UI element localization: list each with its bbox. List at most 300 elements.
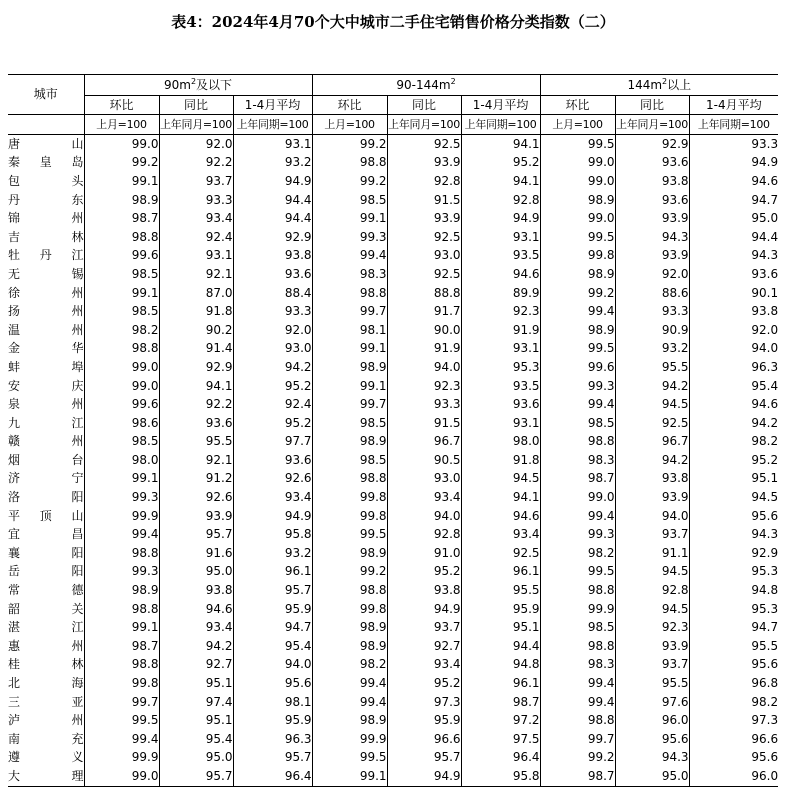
- index-value: 94.1: [461, 135, 540, 154]
- index-value: 98.8: [312, 284, 387, 303]
- index-value: 95.0: [615, 767, 689, 786]
- index-value: 95.2: [461, 154, 540, 173]
- index-value: 91.7: [387, 302, 461, 321]
- index-value: 98.8: [312, 154, 387, 173]
- index-value: 95.9: [233, 600, 312, 619]
- city-name: 惠州: [8, 638, 84, 653]
- index-value: 90.5: [387, 451, 461, 470]
- city-name: 吉林: [8, 229, 84, 244]
- index-value: 94.5: [461, 470, 540, 489]
- index-value: 95.5: [689, 637, 778, 656]
- index-value: 94.3: [689, 247, 778, 266]
- index-value: 96.8: [689, 674, 778, 693]
- index-value: 99.2: [84, 154, 159, 173]
- index-value: 99.8: [312, 507, 387, 526]
- index-value: 95.6: [615, 730, 689, 749]
- index-value: 94.1: [461, 488, 540, 507]
- table-row: [8, 340, 778, 359]
- index-value: 98.0: [461, 433, 540, 452]
- index-value: 92.9: [689, 544, 778, 563]
- index-value: 93.4: [461, 525, 540, 544]
- index-value: 87.0: [159, 284, 233, 303]
- city-name: 牡丹江: [8, 248, 84, 263]
- city-name: 北海: [8, 676, 84, 691]
- index-value: 95.7: [387, 749, 461, 768]
- index-value: 98.9: [84, 191, 159, 210]
- index-value: 92.0: [689, 321, 778, 340]
- index-value: 95.0: [159, 563, 233, 582]
- index-value: 99.4: [84, 730, 159, 749]
- index-value: 99.7: [312, 302, 387, 321]
- index-value: 88.8: [387, 284, 461, 303]
- index-value: 91.8: [461, 451, 540, 470]
- table-row: [8, 470, 778, 489]
- index-value: 90.0: [387, 321, 461, 340]
- index-value: 94.0: [233, 656, 312, 675]
- index-value: 95.9: [387, 711, 461, 730]
- index-value: 98.9: [84, 581, 159, 600]
- index-value: 99.6: [84, 395, 159, 414]
- index-value: 99.9: [84, 507, 159, 526]
- index-value: 98.8: [312, 581, 387, 600]
- index-value: 95.0: [689, 209, 778, 228]
- index-value: 93.9: [615, 488, 689, 507]
- index-value: 93.9: [387, 154, 461, 173]
- index-value: 94.6: [159, 600, 233, 619]
- index-value: 95.2: [387, 674, 461, 693]
- index-value: 95.3: [689, 563, 778, 582]
- index-value: 98.8: [312, 470, 387, 489]
- index-value: 99.3: [84, 488, 159, 507]
- index-value: 98.9: [312, 711, 387, 730]
- table-row: [8, 172, 778, 191]
- index-value: 99.0: [540, 488, 615, 507]
- table-row: [8, 247, 778, 266]
- index-value: 98.8: [84, 340, 159, 359]
- index-value: 94.2: [233, 358, 312, 377]
- index-value: 92.8: [461, 191, 540, 210]
- index-value: 92.9: [159, 358, 233, 377]
- index-value: 95.8: [233, 525, 312, 544]
- metric-header: 同比: [615, 96, 689, 115]
- index-value: 99.0: [84, 135, 159, 154]
- table-row: [8, 358, 778, 377]
- index-value: 98.7: [540, 767, 615, 786]
- index-value: 95.6: [233, 674, 312, 693]
- index-value: 94.5: [689, 488, 778, 507]
- index-value: 93.3: [233, 302, 312, 321]
- index-value: 99.4: [540, 693, 615, 712]
- index-value: 95.5: [615, 358, 689, 377]
- index-value: 99.2: [312, 172, 387, 191]
- city-name: 温州: [8, 322, 84, 337]
- index-value: 99.0: [84, 767, 159, 786]
- page-title: 表4：2024年4月70个大中城市二手住宅销售价格分类指数（二）: [171, 13, 615, 31]
- index-value: 95.2: [233, 414, 312, 433]
- index-value: 92.6: [233, 470, 312, 489]
- index-value: 92.2: [159, 154, 233, 173]
- index-value: 99.9: [540, 600, 615, 619]
- table-row: [8, 600, 778, 619]
- city-name: 三亚: [8, 694, 84, 709]
- table-row: [8, 544, 778, 563]
- index-value: 91.4: [159, 340, 233, 359]
- index-value: 98.9: [312, 433, 387, 452]
- index-value: 95.4: [159, 730, 233, 749]
- index-value: 93.9: [615, 637, 689, 656]
- index-value: 99.2: [312, 563, 387, 582]
- index-value: 98.5: [312, 414, 387, 433]
- index-value: 99.5: [540, 228, 615, 247]
- city-name: 无锡: [8, 266, 84, 281]
- index-value: 92.3: [461, 302, 540, 321]
- table-row: [8, 749, 778, 768]
- city-name: 金华: [8, 341, 84, 356]
- index-value: 99.4: [540, 395, 615, 414]
- index-value: 98.2: [689, 433, 778, 452]
- index-value: 98.7: [461, 693, 540, 712]
- index-value: 94.7: [233, 618, 312, 637]
- index-value: 96.3: [689, 358, 778, 377]
- index-value: 94.6: [461, 265, 540, 284]
- index-value: 90.1: [689, 284, 778, 303]
- index-value: 93.1: [461, 414, 540, 433]
- index-value: 98.2: [689, 693, 778, 712]
- index-value: 92.8: [615, 581, 689, 600]
- city-name: 泸州: [8, 713, 84, 728]
- index-value: 99.0: [540, 172, 615, 191]
- index-value: 99.0: [84, 358, 159, 377]
- table-row: [8, 154, 778, 173]
- index-value: 93.7: [387, 618, 461, 637]
- metric-header: 同比: [387, 96, 461, 115]
- index-value: 98.5: [84, 433, 159, 452]
- table-row: [8, 507, 778, 526]
- index-value: 98.2: [312, 656, 387, 675]
- index-value: 99.1: [84, 284, 159, 303]
- index-value: 94.3: [615, 228, 689, 247]
- index-value: 94.9: [461, 209, 540, 228]
- index-value: 93.9: [387, 209, 461, 228]
- index-value: 98.5: [312, 191, 387, 210]
- index-value: 99.4: [540, 674, 615, 693]
- index-value: 93.8: [233, 247, 312, 266]
- basis-header: 上月=100: [312, 115, 387, 135]
- index-value: 98.6: [84, 414, 159, 433]
- table-row: [8, 451, 778, 470]
- index-value: 92.0: [159, 135, 233, 154]
- metric-header: 1-4月平均: [233, 96, 312, 115]
- metric-header: 环比: [540, 96, 615, 115]
- table-row: [8, 581, 778, 600]
- index-value: 95.1: [689, 470, 778, 489]
- index-value: 94.4: [233, 191, 312, 210]
- index-value: 99.6: [84, 247, 159, 266]
- index-value: 96.0: [615, 711, 689, 730]
- index-value: 98.7: [84, 209, 159, 228]
- index-value: 99.2: [312, 135, 387, 154]
- table-row: [8, 377, 778, 396]
- index-value: 95.7: [233, 581, 312, 600]
- index-value: 92.5: [387, 228, 461, 247]
- table-row: [8, 711, 778, 730]
- basis-header: 上年同期=100: [233, 115, 312, 135]
- index-value: 96.7: [387, 433, 461, 452]
- index-value: 93.3: [689, 135, 778, 154]
- index-value: 91.9: [387, 340, 461, 359]
- city-name: 韶关: [8, 601, 84, 616]
- index-value: 93.9: [159, 507, 233, 526]
- index-value: 99.0: [540, 154, 615, 173]
- table-row: [8, 433, 778, 452]
- index-value: 93.8: [159, 581, 233, 600]
- city-header: 城市: [8, 75, 84, 115]
- index-value: 93.7: [615, 656, 689, 675]
- index-value: 99.7: [84, 693, 159, 712]
- index-value: 94.1: [159, 377, 233, 396]
- table-row: [8, 488, 778, 507]
- index-value: 93.7: [615, 525, 689, 544]
- index-value: 99.5: [540, 563, 615, 582]
- index-value: 94.0: [689, 340, 778, 359]
- index-value: 94.2: [615, 451, 689, 470]
- index-value: 94.3: [615, 749, 689, 768]
- index-value: 92.5: [461, 544, 540, 563]
- index-value: 92.4: [233, 395, 312, 414]
- index-value: 96.1: [461, 674, 540, 693]
- table-row: [8, 302, 778, 321]
- index-value: 92.3: [615, 618, 689, 637]
- index-value: 98.5: [540, 618, 615, 637]
- index-value: 96.4: [233, 767, 312, 786]
- index-value: 91.2: [159, 470, 233, 489]
- index-value: 98.7: [84, 637, 159, 656]
- index-value: 92.0: [233, 321, 312, 340]
- index-value: 99.5: [312, 749, 387, 768]
- index-value: 95.6: [689, 656, 778, 675]
- index-value: 93.4: [233, 488, 312, 507]
- index-value: 93.1: [461, 340, 540, 359]
- index-value: 88.4: [233, 284, 312, 303]
- index-value: 91.9: [461, 321, 540, 340]
- table-row: [8, 191, 778, 210]
- index-value: 99.8: [312, 488, 387, 507]
- index-value: 97.4: [159, 693, 233, 712]
- city-name: 扬州: [8, 304, 84, 319]
- index-value: 94.6: [689, 395, 778, 414]
- index-value: 98.9: [540, 265, 615, 284]
- city-name: 济宁: [8, 471, 84, 486]
- index-value: 99.0: [84, 377, 159, 396]
- header-row-basis: [8, 115, 778, 135]
- basis-header: 上年同月=100: [159, 115, 233, 135]
- index-value: 92.0: [615, 265, 689, 284]
- index-value: 99.1: [84, 470, 159, 489]
- index-value: 93.6: [159, 414, 233, 433]
- index-value: 94.0: [387, 358, 461, 377]
- index-value: 93.1: [461, 228, 540, 247]
- index-value: 99.1: [312, 767, 387, 786]
- index-value: 99.0: [540, 209, 615, 228]
- index-value: 98.8: [84, 544, 159, 563]
- index-value: 93.8: [689, 302, 778, 321]
- index-value: 99.8: [540, 247, 615, 266]
- index-value: 93.8: [387, 581, 461, 600]
- city-name: 秦皇岛: [8, 155, 84, 170]
- index-value: 93.4: [159, 209, 233, 228]
- index-value: 91.1: [615, 544, 689, 563]
- metric-header: 同比: [159, 96, 233, 115]
- index-value: 99.1: [312, 209, 387, 228]
- index-value: 93.4: [159, 618, 233, 637]
- index-value: 94.4: [461, 637, 540, 656]
- city-name: 包头: [8, 173, 84, 188]
- city-name: 徐州: [8, 285, 84, 300]
- index-value: 95.9: [233, 711, 312, 730]
- table-row: [8, 414, 778, 433]
- index-value: 99.4: [312, 674, 387, 693]
- index-value: 99.4: [540, 507, 615, 526]
- index-value: 92.7: [387, 637, 461, 656]
- index-value: 95.4: [689, 377, 778, 396]
- index-value: 91.5: [387, 191, 461, 210]
- index-value: 98.9: [312, 544, 387, 563]
- index-value: 97.6: [615, 693, 689, 712]
- index-value: 95.1: [159, 711, 233, 730]
- index-value: 91.8: [159, 302, 233, 321]
- index-value: 97.5: [461, 730, 540, 749]
- table-row: [8, 321, 778, 340]
- table-row: [8, 674, 778, 693]
- index-value: 94.9: [689, 154, 778, 173]
- index-value: 98.1: [233, 693, 312, 712]
- index-value: 99.9: [312, 730, 387, 749]
- group-header-large: $144m^2$以上: [540, 75, 778, 96]
- city-name: 遵义: [8, 750, 84, 765]
- index-value: 92.3: [387, 377, 461, 396]
- index-value: 96.0: [689, 767, 778, 786]
- index-value: 98.9: [540, 191, 615, 210]
- city-name: 洛阳: [8, 490, 84, 505]
- index-value: 98.0: [84, 451, 159, 470]
- metric-header: 环比: [312, 96, 387, 115]
- index-value: 92.9: [233, 228, 312, 247]
- index-value: 94.2: [615, 377, 689, 396]
- index-value: 97.3: [689, 711, 778, 730]
- index-value: 94.5: [615, 563, 689, 582]
- table-row: [8, 693, 778, 712]
- basis-header: 上年同期=100: [461, 115, 540, 135]
- index-value: 99.7: [312, 395, 387, 414]
- index-value: 99.3: [540, 377, 615, 396]
- index-value: 99.8: [312, 600, 387, 619]
- index-value: 99.3: [84, 563, 159, 582]
- index-value: 93.3: [159, 191, 233, 210]
- index-value: 94.6: [689, 172, 778, 191]
- index-value: 92.1: [159, 451, 233, 470]
- index-value: 99.4: [540, 302, 615, 321]
- index-value: 94.5: [615, 600, 689, 619]
- table-row: [8, 525, 778, 544]
- index-value: 94.0: [615, 507, 689, 526]
- price-index-table: [8, 74, 778, 787]
- city-name: 桂林: [8, 657, 84, 672]
- metric-header: 1-4月平均: [689, 96, 778, 115]
- index-value: 98.7: [540, 470, 615, 489]
- index-value: 99.3: [312, 228, 387, 247]
- index-value: 92.5: [387, 265, 461, 284]
- index-value: 94.2: [689, 414, 778, 433]
- table-row: [8, 228, 778, 247]
- index-value: 95.5: [461, 581, 540, 600]
- index-value: 94.6: [461, 507, 540, 526]
- index-value: 98.2: [84, 321, 159, 340]
- city-name: 丹东: [8, 192, 84, 207]
- index-value: 93.5: [461, 377, 540, 396]
- index-value: 93.1: [233, 135, 312, 154]
- index-value: 92.7: [159, 656, 233, 675]
- index-value: 99.5: [540, 340, 615, 359]
- index-value: 93.7: [159, 172, 233, 191]
- index-value: 93.0: [233, 340, 312, 359]
- index-value: 93.8: [615, 172, 689, 191]
- table-row: [8, 563, 778, 582]
- index-value: 98.5: [312, 451, 387, 470]
- index-value: 96.7: [615, 433, 689, 452]
- index-value: 98.3: [540, 451, 615, 470]
- index-value: 93.6: [233, 265, 312, 284]
- index-value: 95.2: [387, 563, 461, 582]
- header-row-metrics: [8, 96, 778, 115]
- index-value: 92.8: [387, 172, 461, 191]
- basis-header: 上年同月=100: [615, 115, 689, 135]
- index-value: 95.7: [159, 767, 233, 786]
- index-value: 90.9: [615, 321, 689, 340]
- index-value: 93.6: [461, 395, 540, 414]
- index-value: 96.3: [233, 730, 312, 749]
- metric-header: 环比: [84, 96, 159, 115]
- group-header-small: $90m^2$及以下: [84, 75, 312, 96]
- basis-header: 上年同月=100: [387, 115, 461, 135]
- index-value: 99.4: [312, 693, 387, 712]
- index-value: 93.0: [387, 247, 461, 266]
- metric-header: 1-4月平均: [461, 96, 540, 115]
- city-name: 锦州: [8, 211, 84, 226]
- index-value: 93.8: [615, 470, 689, 489]
- index-value: 98.9: [540, 321, 615, 340]
- index-value: 93.9: [615, 209, 689, 228]
- index-value: 99.4: [312, 247, 387, 266]
- index-value: 97.3: [387, 693, 461, 712]
- city-name: 湛江: [8, 620, 84, 635]
- index-value: 94.2: [159, 637, 233, 656]
- index-value: 92.4: [159, 228, 233, 247]
- index-value: 98.3: [540, 656, 615, 675]
- index-value: 95.5: [159, 433, 233, 452]
- index-value: 99.5: [84, 711, 159, 730]
- index-value: 95.3: [689, 600, 778, 619]
- city-name: 烟台: [8, 452, 84, 467]
- index-value: 94.7: [689, 618, 778, 637]
- index-value: 98.9: [312, 358, 387, 377]
- table-row: [8, 656, 778, 675]
- index-value: 98.9: [312, 618, 387, 637]
- index-value: 88.6: [615, 284, 689, 303]
- index-value: 94.9: [233, 507, 312, 526]
- table-row: [8, 209, 778, 228]
- index-value: 93.6: [615, 191, 689, 210]
- index-value: 98.2: [540, 544, 615, 563]
